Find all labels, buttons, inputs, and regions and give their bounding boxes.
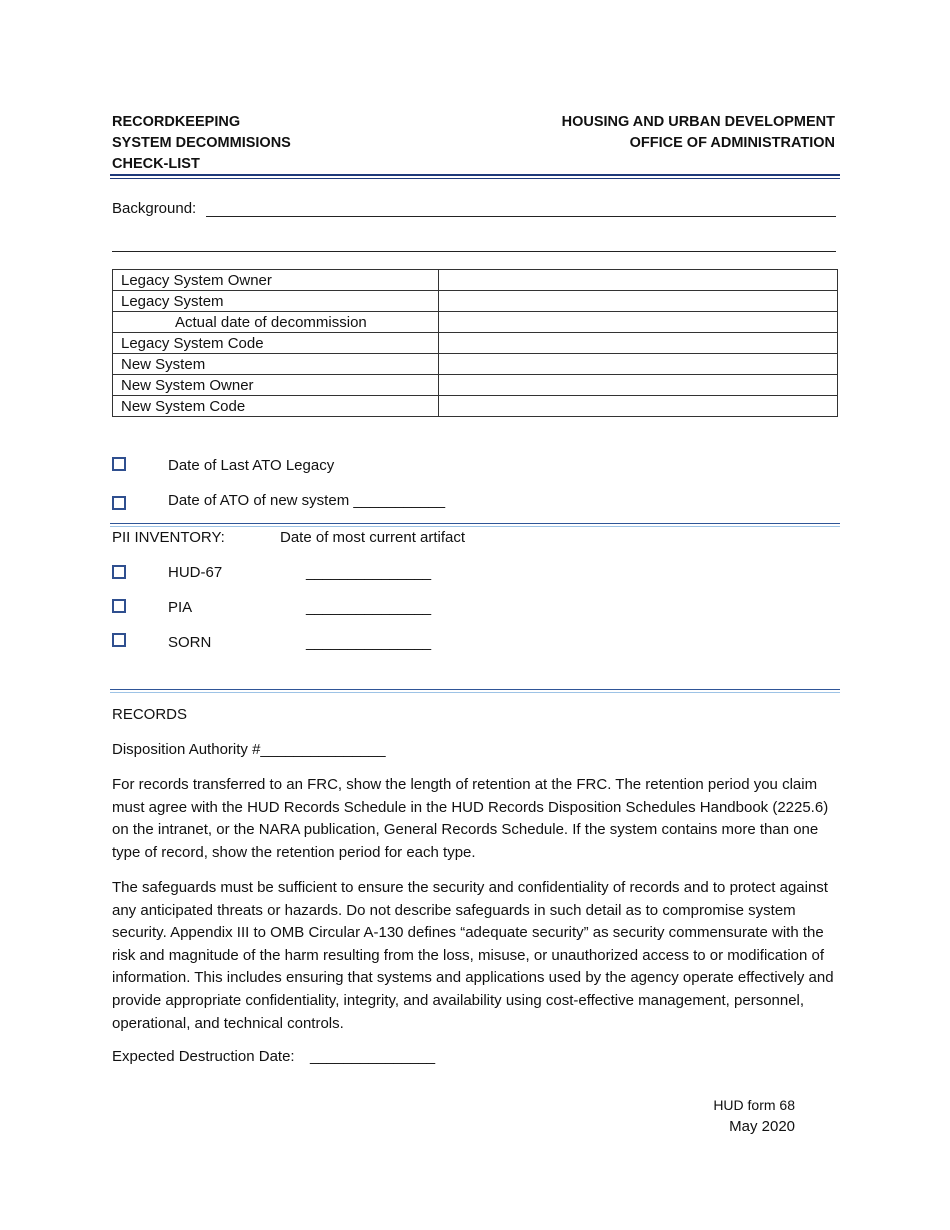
records-rule-light — [110, 692, 840, 693]
row-value-new-system-code[interactable] — [439, 396, 838, 417]
row-value-new-system-owner[interactable] — [439, 375, 838, 396]
new-ato-label: Date of ATO of new system ___________ — [168, 492, 446, 509]
table-row — [113, 375, 838, 396]
header-left-line-3: CHECK-LIST — [112, 156, 200, 172]
table-row — [113, 333, 838, 354]
hud67-checkbox[interactable] — [112, 565, 126, 579]
row-label-new-system: New System — [113, 354, 439, 375]
form-date: May 2020 — [729, 1118, 795, 1135]
pia-checkbox[interactable] — [112, 599, 126, 613]
hud67-label: HUD-67 — [168, 564, 223, 581]
form-name: HUD form 68 — [713, 1097, 795, 1113]
hud67-date-field[interactable]: _______________ — [306, 564, 432, 581]
system-info-table — [112, 269, 838, 417]
pii-rule-light — [110, 526, 840, 527]
table-row — [113, 270, 838, 291]
new-ato-checkbox[interactable] — [112, 496, 126, 510]
header-left-line-1: RECORDKEEPING — [112, 114, 241, 130]
pii-column-label: Date of most current artifact — [280, 529, 466, 546]
row-label-legacy-system-code: Legacy System Code — [113, 333, 439, 354]
pia-label: PIA — [168, 599, 193, 616]
sorn-date-field[interactable]: _______________ — [306, 634, 432, 651]
header-right — [562, 112, 835, 154]
pii-heading: PII INVENTORY: — [112, 529, 225, 546]
table-row — [113, 312, 838, 333]
header-left-line-2: SYSTEM DECOMMISIONS — [112, 135, 291, 151]
records-rule — [110, 689, 840, 690]
row-label-new-system-owner: New System Owner — [113, 375, 439, 396]
row-label-new-system-code: New System Code — [113, 396, 439, 417]
header-right-line-1: HOUSING AND URBAN DEVELOPMENT — [561, 114, 835, 130]
table-row — [113, 396, 838, 417]
sorn-checkbox[interactable] — [112, 633, 126, 647]
header-rule — [110, 174, 840, 176]
disposition-authority[interactable]: Disposition Authority #_______________ — [112, 741, 386, 758]
pii-rule — [110, 523, 840, 524]
row-value-legacy-system-code[interactable] — [439, 333, 838, 354]
last-ato-label: Date of Last ATO Legacy — [168, 457, 335, 474]
header-rule-thin — [110, 178, 840, 179]
background-field[interactable] — [206, 201, 836, 217]
row-label-legacy-system-owner: Legacy System Owner — [113, 270, 439, 291]
background-label: Background: — [112, 200, 197, 217]
header-left — [112, 112, 291, 175]
row-value-decommission-date[interactable] — [439, 312, 838, 333]
safeguards-paragraph: The safeguards must be sufficient to ensure the security and confidentiality of records and to protect against any anticipated threats or hazards. Do not describe safeguards in such detail as to compromise system security. Appendix III to OMB Circular A-130 defines “adequate security” as security commensurate with the risk and magnitude of the harm resulting from the loss, misuse, or unauthorized access to or modification of information. This includes ensuring that systems and applications used by the agency operate effectively and provide appropriate confidentiality, integrity, and availability using cost-effective management, personnel, operational, and technical controls. — [112, 879, 834, 1032]
destruction-date-field[interactable]: _______________ — [310, 1048, 436, 1065]
pia-date-field[interactable]: _______________ — [306, 599, 432, 616]
row-label-decommission-date: Actual date of decommission — [113, 312, 439, 333]
retention-paragraph: For records transferred to an FRC, show the length of retention at the FRC. The retention period you claim must agree with the HUD Records Schedule in the HUD Records Disposition Schedules Handbook (2225.6) on the intranet, or the NARA publication, General Records Schedule. If the system contains more than one type of record, show the retention period for each type. — [112, 776, 829, 861]
table-row — [113, 291, 838, 312]
row-value-legacy-system[interactable] — [439, 291, 838, 312]
last-ato-checkbox[interactable] — [112, 457, 126, 471]
records-heading: RECORDS — [112, 706, 188, 723]
row-label-legacy-system: Legacy System — [113, 291, 439, 312]
row-value-legacy-system-owner[interactable] — [439, 270, 838, 291]
sorn-label: SORN — [168, 634, 212, 651]
header-right-line-2: OFFICE OF ADMINISTRATION — [629, 135, 835, 151]
destruction-date-label: Expected Destruction Date: — [112, 1048, 295, 1065]
row-value-new-system[interactable] — [439, 354, 838, 375]
table-row — [113, 354, 838, 375]
background-field-line-2[interactable] — [112, 236, 836, 252]
